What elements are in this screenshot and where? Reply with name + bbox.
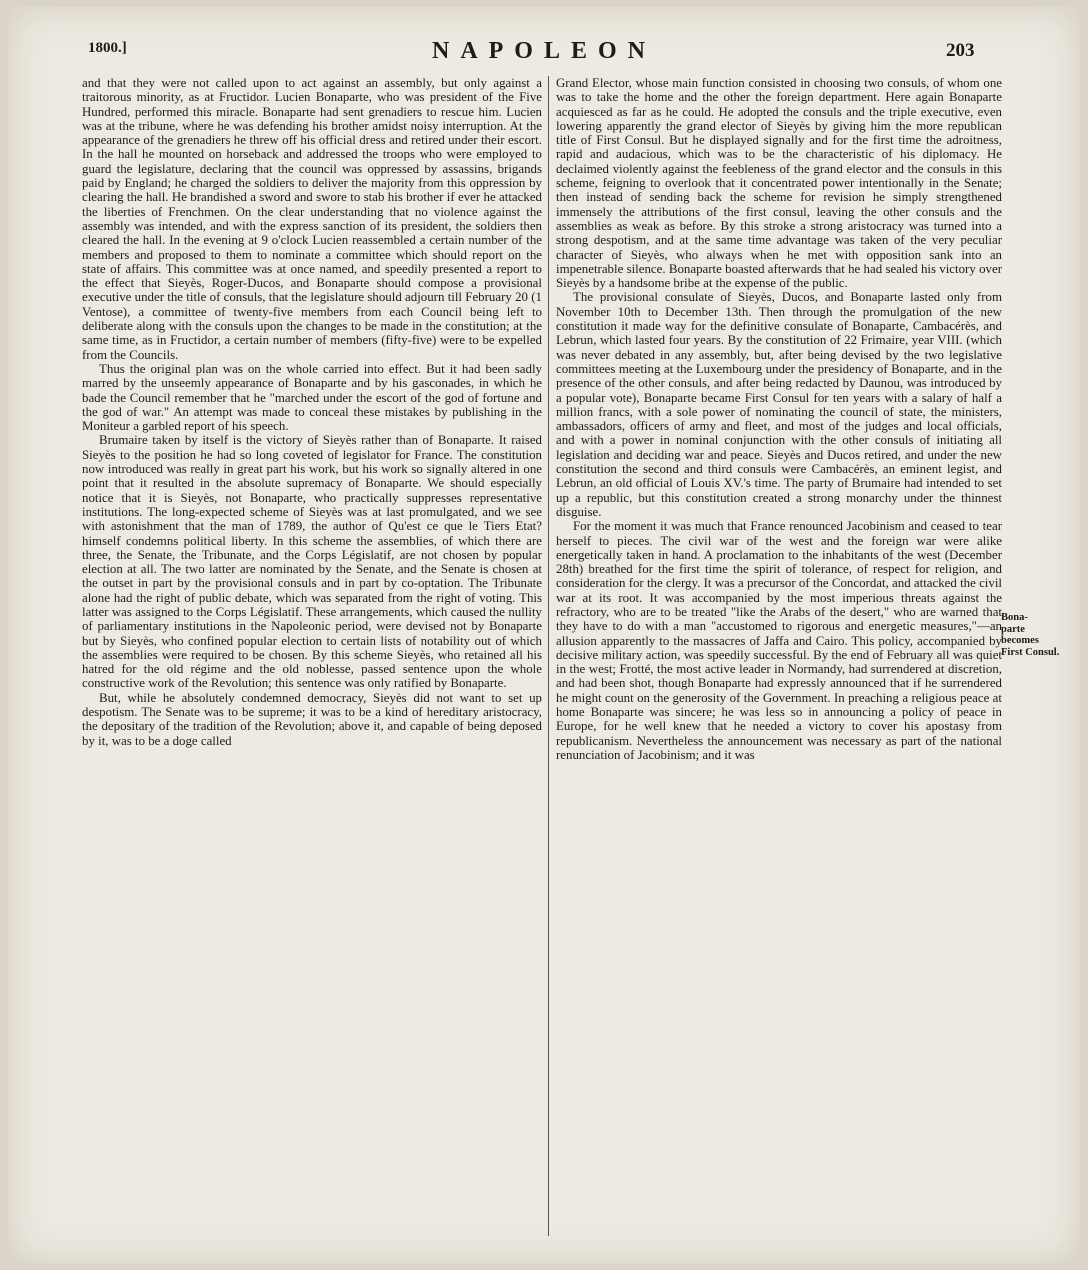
running-head-year: 1800.] [88,40,127,56]
paragraph: Brumaire taken by itself is the victory of Sieyès rather than of Bonaparte. It raised Sieyès to the position he had so long coveted of legislator for France. The constitution now introduced was really in great part his work, but his work so signally altered in one point that it resulted in the absolute supremacy of Bonaparte. We should especially notice that it is Sieyès, not Bonaparte, who practically suppresses representative institutions. The long-expected scheme of Sieyès was at last promulgated, and we see with astonishment that the man of 1789, the author of Qu'est ce que le Tiers Etat? himself condemns political liberty. In this scheme the assemblies, of which there are three, the Senate, the Tribunate, and the Corps Législatif, are not chosen by popular election at all. The two latter are nominated by the Senate, and the Senate is chosen at the outset in part by the provisional consuls and in part by co-optation. The Tribunate alone had the right of public debate, which was separated from the right of voting. This latter was assigned to the Corps Législatif. These arrangements, which caused the nullity of parliamentary institutions in the Napoleonic period, were devised not by Bonaparte but by Sieyès, who confined popular election to certain lists of notability out of which the assemblies were required to be chosen. By this scheme Sieyès, who retained all his hatred for the old régime and the old noblesse, passed sentence upon the whole constructive work of the Revolution; this sentence was only ratified by Bonaparte. [82,433,542,691]
column-divider [548,76,549,1236]
margin-note [1001,612,1059,658]
paragraph: and that they were not called upon to act against an assembly, but only against a traitorous minority, as at Fructidor. Lucien Bonaparte, who was president of the Five Hundred, performed this miracle. Bonaparte had sent grenadiers to rescue him. Lucien was at the tribune, where he was defending his brother amidst noisy interruption. At the appearance of the grenadiers he threw off his official dress and retired under their escort. In the hall he mounted on horseback and addressed the troops who were employed to guard the legislature, declaring that the council was oppressed by assassins, brigands paid by England; he charged the soldiers to deliver the majority from this oppression by clearing the hall. He brandished a sword and swore to stab his brother if ever he attacked the liberties of Frenchmen. On the clear understanding that no violence against the assembly was intended, and with the express sanction of its president, the soldiers then cleared the hall. In the evening at 9 o'clock Lucien reassembled a certain number of the members and proposed to them to nominate a committee which should report on the state of affairs. This committee was at once named, and speedily presented a report to the effect that Sieyès, Roger-Ducos, and Bonaparte should compose a provisional executive under the title of consuls, that the legislature should adjourn till February 20 (1 Ventose), a committee of twenty-five members from each Council being left to deliberate along with the consuls upon the changes to be made in the constitution; at the same time, as in Fructidor, a certain number of members (fifty-five) were to be expelled from the Councils. [82,76,542,362]
paragraph: The provisional consulate of Sieyès, Ducos, and Bonaparte lasted only from November 10th to December 13th. Then through the promulgation of the new constitution it made way for the definitive consulate of Bonaparte, Cambacérès, and Lebrun, which lasted four years. By the constitution of 22 Frimaire, year VIII. (which was never debated in any assembly, but, after being devised by the two legislative committees meeting at the Luxembourg under the presidency of Bonaparte, and in the presence of the other consuls, and after being redacted by Daunou, was introduced by a popular vote), Bonaparte became First Consul for ten years with a salary of half a million francs, with a sole power of nominating the council of state, the ministers, ambassadors, officers of army and fleet, and most of the judges and local officials, and with a power in nominal conjunction with the other consuls of initiating all legislation and deciding war and peace. Sieyès and Ducos retired, and under the new constitution the second and third consuls were Cambacérès, an eminent legist, and Lebrun, an old official of Louis XV.'s time. The party of Brumaire had intended to set up a republic, but this constitution created a strong monarchy under the thinnest disguise. [556,290,1002,519]
paragraph: For the moment it was much that France renounced Jacobinism and ceased to tear herself to pieces. The civil war of the west and the foreign war were alike energetically taken in hand. A proclamation to the inhabitants of the west (December 28th) breathed for the first time the spirit of tolerance, of respect for religion, and consideration for the clergy. It was a precursor of the Concordat, and attacked the civil war at its root. It was accompanied by the most imperious threats against the refractory, who are to be treated "like the Arabs of the desert," who are warned that they have to do with a man "accustomed to rigorous and energetic measures,"—an allusion apparently to the massacres of Jaffa and Cairo. This policy, accompanied by decisive military action, was speedily successful. By the end of February all was quiet in the west; Frotté, the most active leader in Normandy, had surrendered at discretion, and had been shot, though Bonaparte had expressly announced that if he surrendered he might count on the generosity of the Government. In preaching a religious peace at home Bonaparte was sincere; he was less so in announcing a policy of peace in Europe, for he well knew that he needed a victory to cover his apostasy from republicanism. Nevertheless the announcement was necessary as part of the national renunciation of Jacobinism; and it was [556,519,1002,762]
left-column [82,76,542,748]
page-number: 203 [946,40,975,61]
paragraph: But, while he absolutely condemned democracy, Sieyès did not want to set up despotism. The Senate was to be supreme; it was to be a kind of hereditary aristocracy, the depositary of the tradition of the Revolution; above it, and capable of being deposed by it, was to be a doge called [82,690,542,748]
paragraph: Thus the original plan was on the whole carried into effect. But it had been sadly marred by the unseemly appearance of Bonaparte and by his gasconades, in which he bade the Council remember that he "marched under the escort of the god of fortune and the god of war." An attempt was made to conceal these mistakes by publishing in the Moniteur a garbled report of his speech. [82,361,542,434]
right-column [556,76,1002,762]
paragraph: Grand Elector, whose main function consisted in choosing two consuls, of whom one was to take the home and the other the foreign department. Here again Bonaparte acquiesced as far as he could. He adopted the consuls and the triple executive, even lowering apparently the grand elector of Sieyès by giving him the more republican title of First Consul. But he displayed signally and for the first time the adroitness, rapid and audacious, which was to be the characteristic of his diplomacy. He declaimed violently against the feebleness of the grand elector and the consuls in this scheme, feigning to overlook that it concentrated power intentionally in the Senate; then instead of sending back the scheme for revision he simply strengthened immensely the attributions of the first consul, leaving the other consuls and the assemblies as weak as before. By this stroke a strong aristocracy was turned into a strong despotism, and at the same time advantage was taken of the very peculiar character of Sieyès, who always when he met with opposition sank into an impenetrable silence. Bonaparte boasted afterwards that he had sealed his victory over Sieyès by a handsome bribe at the expense of the public. [556,76,1002,291]
margin-note-text: Bona- parte becomes First Consul. [1001,612,1060,658]
running-head-title: NAPOLEON [431,38,656,64]
